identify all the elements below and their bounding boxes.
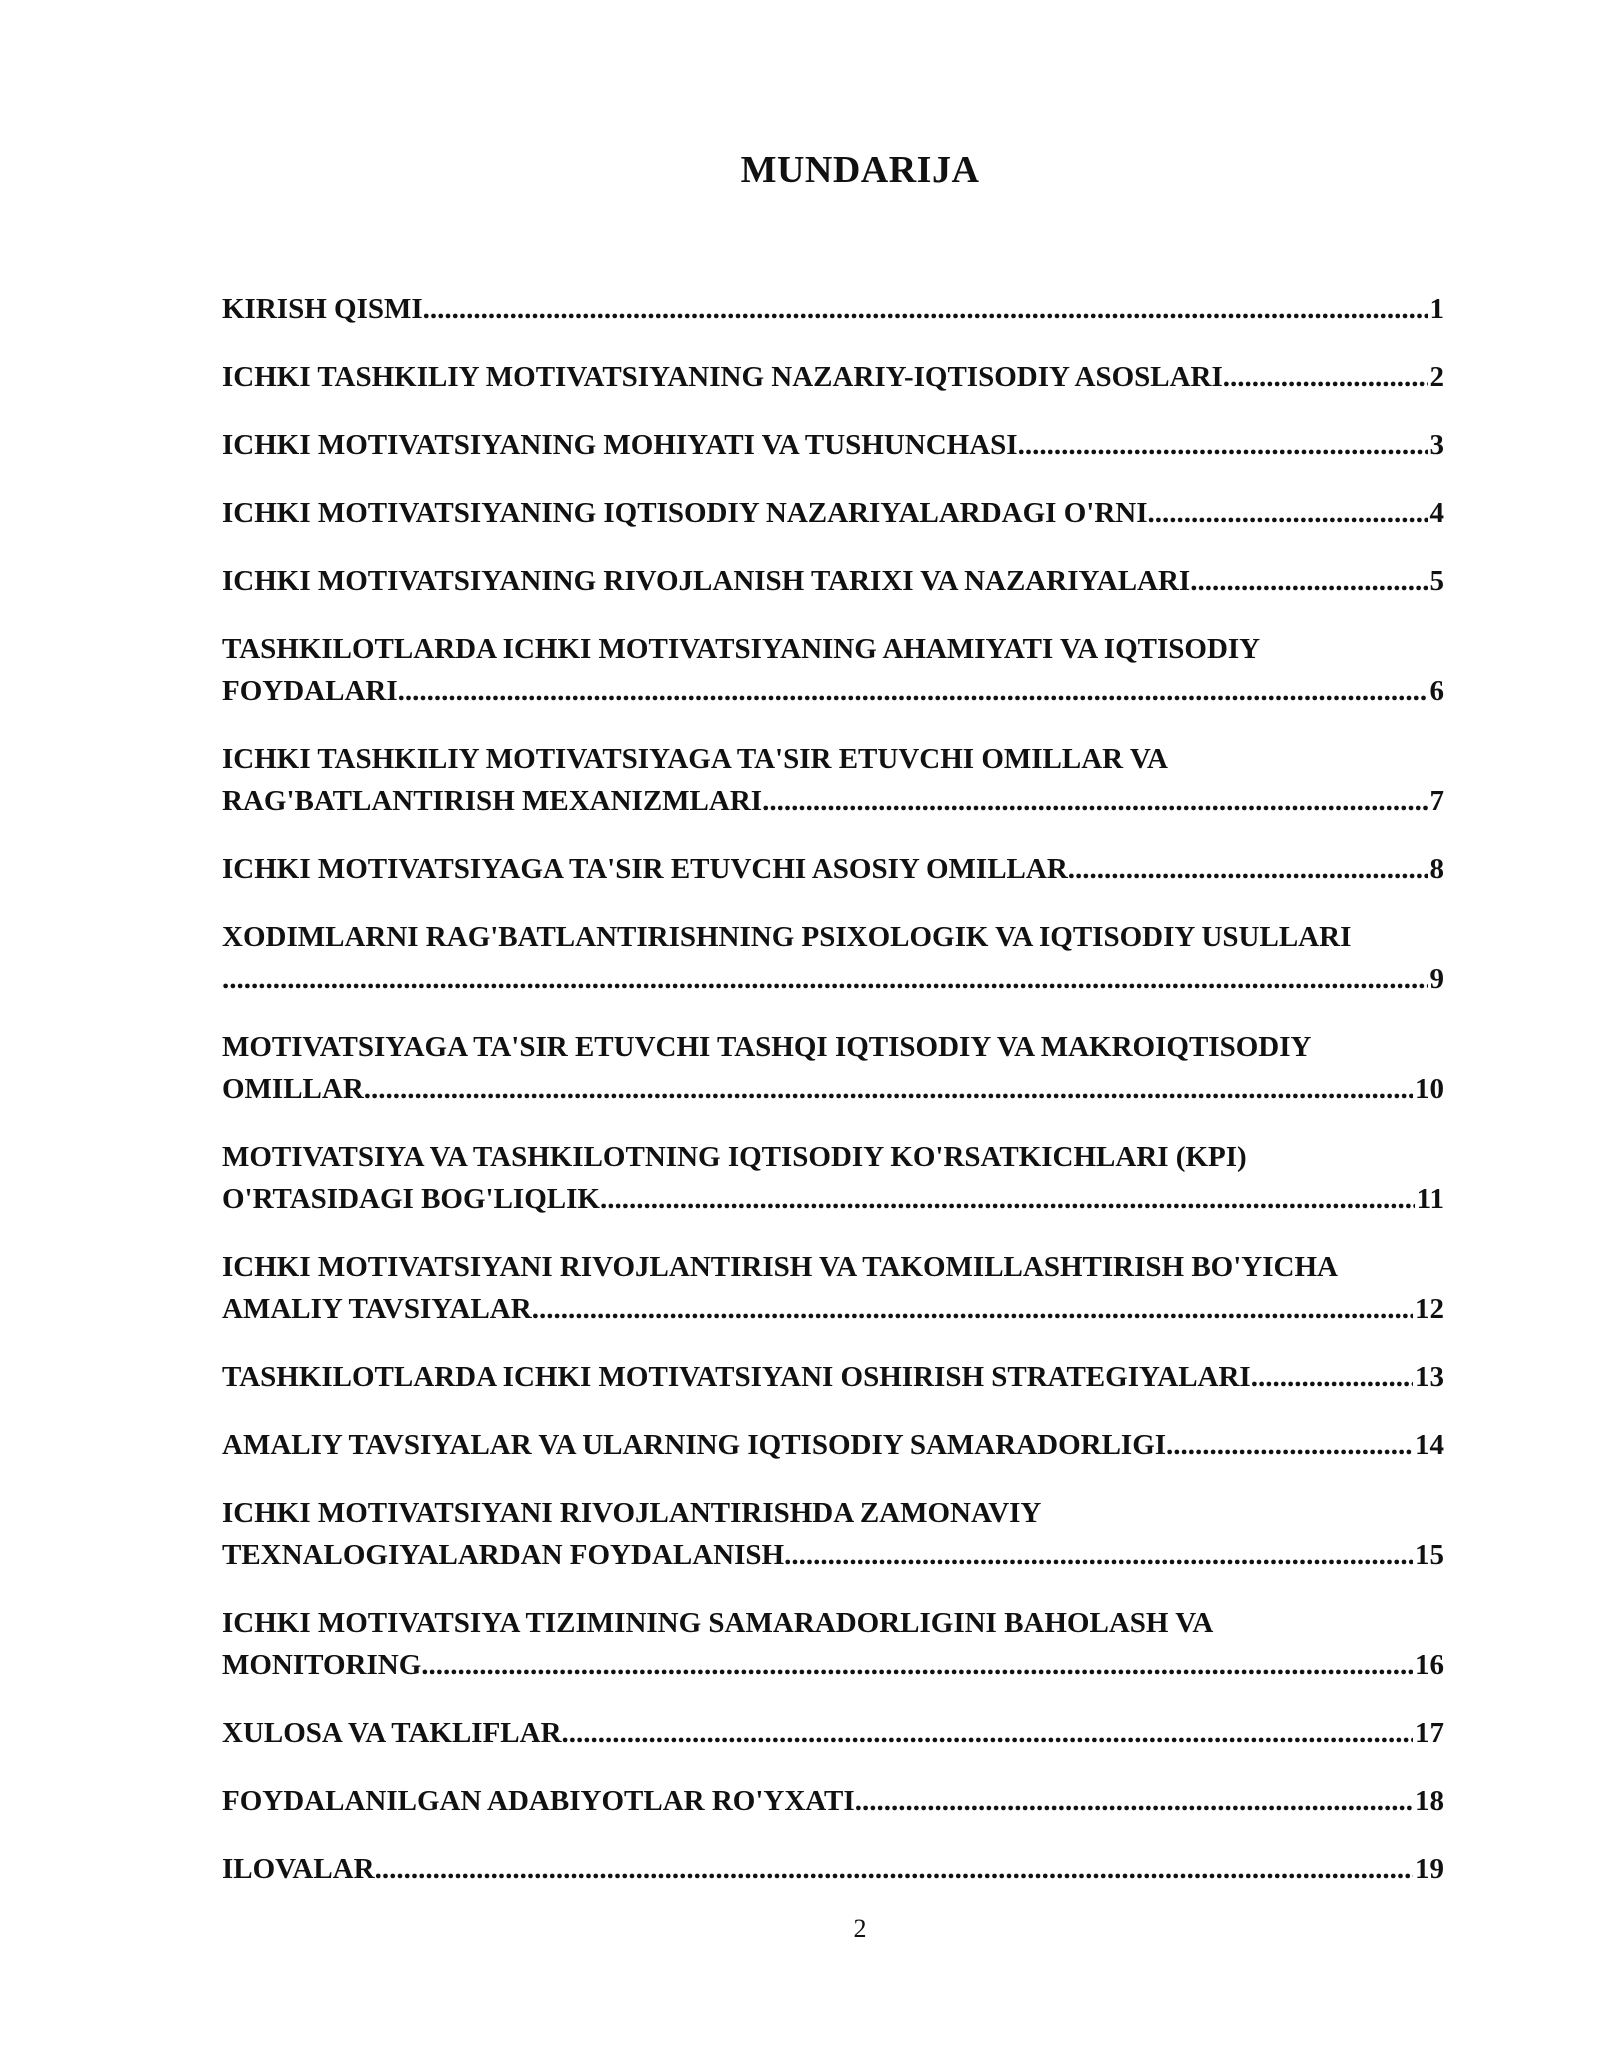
- toc-entry-line: [222, 1068, 1444, 1110]
- toc-page-number: 18: [1415, 1785, 1444, 1817]
- table-of-contents: [222, 288, 1444, 1916]
- toc-entry-title: ICHKI MOTIVATSIYANING MOHIYATI VA TUSHUNCHASI: [222, 429, 1018, 461]
- toc-entry-title: KIRISH QISMI: [222, 293, 423, 325]
- toc-entry[interactable]: [222, 1136, 1444, 1220]
- toc-entry-line: [222, 780, 1444, 822]
- toc-dot-leader: [1166, 1424, 1413, 1466]
- toc-entry-line: [222, 1178, 1444, 1220]
- toc-entry[interactable]: [222, 492, 1444, 534]
- toc-page-number: 10: [1415, 1073, 1444, 1105]
- toc-entry[interactable]: [222, 1780, 1444, 1822]
- page-title: MUNDARIJA: [740, 149, 980, 191]
- toc-entry-title: FOYDALANILGAN ADABIYOTLAR RO'YXATI: [222, 1785, 855, 1817]
- toc-entry-title: OMILLAR: [222, 1073, 364, 1105]
- toc-page-number: 7: [1429, 785, 1444, 817]
- toc-page-number: 11: [1416, 1183, 1444, 1215]
- toc-entry[interactable]: [222, 1356, 1444, 1398]
- toc-dot-leader: [1018, 424, 1428, 466]
- toc-dot-leader: [1223, 356, 1428, 398]
- toc-entry-title-line: TASHKILOTLARDA ICHKI MOTIVATSIYANING AHAMIYATI VA IQTISODIY: [222, 633, 1261, 665]
- toc-entry-line: [222, 1356, 1444, 1398]
- toc-entry-title-line: ICHKI MOTIVATSIYA TIZIMINING SAMARADORLIGINI BAHOLASH VA: [222, 1607, 1214, 1639]
- toc-entry-title: ICHKI MOTIVATSIYAGA TA'SIR ETUVCHI ASOSIY OMILLAR: [222, 853, 1068, 885]
- toc-entry-title: XULOSA VA TAKLIFLAR: [222, 1717, 562, 1749]
- toc-dot-leader: [784, 1534, 1413, 1576]
- toc-dot-leader: [364, 1068, 1413, 1110]
- toc-page-number: 12: [1415, 1293, 1444, 1325]
- toc-dot-leader: [562, 1712, 1413, 1754]
- toc-entry-title: ILOVALAR: [222, 1853, 375, 1885]
- toc-entry-line: [222, 958, 1444, 1000]
- toc-dot-leader: [1148, 492, 1428, 534]
- toc-dot-leader: [600, 1178, 1415, 1220]
- toc-entry[interactable]: [222, 1246, 1444, 1330]
- toc-dot-leader: [1251, 1356, 1413, 1398]
- toc-dot-leader: [1190, 560, 1427, 602]
- toc-dot-leader: [398, 670, 1428, 712]
- toc-entry-title-line: ICHKI TASHKILIY MOTIVATSIYAGA TA'SIR ETUVCHI OMILLAR VA: [222, 743, 1168, 775]
- toc-entry-line: [222, 560, 1444, 602]
- toc-entry-title: TASHKILOTLARDA ICHKI MOTIVATSIYANI OSHIRISH STRATEGIYALARI: [222, 1361, 1251, 1393]
- toc-page-number: 14: [1415, 1429, 1444, 1461]
- toc-entry-title: O'RTASIDAGI BOG'LIQLIK: [222, 1183, 600, 1215]
- toc-entry[interactable]: [222, 916, 1444, 1000]
- toc-dot-leader: [421, 1644, 1413, 1686]
- toc-entry-line: [222, 848, 1444, 890]
- toc-entry[interactable]: [222, 1424, 1444, 1466]
- toc-entry[interactable]: [222, 628, 1444, 712]
- toc-entry[interactable]: [222, 1026, 1444, 1110]
- toc-entry-line: [222, 356, 1444, 398]
- toc-entry-line: [222, 492, 1444, 534]
- toc-page-number: 9: [1429, 963, 1444, 995]
- toc-dot-leader: [222, 958, 1428, 1000]
- toc-entry-title-line: ICHKI MOTIVATSIYANI RIVOJLANTIRISHDA ZAMONAVIY: [222, 1497, 1042, 1529]
- toc-entry-line: [222, 1780, 1444, 1822]
- toc-entry-title: AMALIY TAVSIYALAR: [222, 1293, 532, 1325]
- toc-page-number: 8: [1429, 853, 1444, 885]
- toc-entry-line: [222, 424, 1444, 466]
- toc-entry-title: TEXNALOGIYALARDAN FOYDALANISH: [222, 1539, 785, 1571]
- toc-entry[interactable]: [222, 848, 1444, 890]
- toc-entry-line: [222, 1288, 1444, 1330]
- toc-entry-line: [222, 1424, 1444, 1466]
- toc-entry[interactable]: [222, 1712, 1444, 1754]
- page-number: 2: [853, 1914, 867, 1943]
- toc-entry-title: ICHKI MOTIVATSIYANING IQTISODIY NAZARIYALARDAGI O'RNI: [222, 497, 1148, 529]
- toc-page-number: 6: [1429, 675, 1444, 707]
- toc-entry-title: ICHKI TASHKILIY MOTIVATSIYANING NAZARIY-IQTISODIY ASOSLARI: [222, 361, 1223, 393]
- toc-page-number: 3: [1429, 429, 1444, 461]
- toc-dot-leader: [1068, 848, 1428, 890]
- toc-entry-line: [222, 1848, 1444, 1890]
- toc-dot-leader: [423, 288, 1428, 330]
- toc-entry-title: AMALIY TAVSIYALAR VA ULARNING IQTISODIY SAMARADORLIGI: [222, 1429, 1167, 1461]
- toc-entry-title: RAG'BATLANTIRISH MEXANIZMLARI: [222, 785, 763, 817]
- toc-entry[interactable]: [222, 1848, 1444, 1890]
- toc-entry-title: MONITORING: [222, 1649, 422, 1681]
- toc-dot-leader: [855, 1780, 1413, 1822]
- toc-entry-line: [222, 670, 1444, 712]
- toc-page-number: 16: [1415, 1649, 1444, 1681]
- toc-entry-line: [222, 1712, 1444, 1754]
- toc-page-number: 2: [1429, 361, 1444, 393]
- toc-entry-line: [222, 1534, 1444, 1576]
- toc-page-number: 5: [1429, 565, 1444, 597]
- toc-entry-title-line: XODIMLARNI RAG'BATLANTIRISHNING PSIXOLOGIK VA IQTISODIY USULLARI: [222, 921, 1352, 953]
- toc-page-number: 13: [1415, 1361, 1444, 1393]
- toc-entry[interactable]: [222, 424, 1444, 466]
- toc-entry[interactable]: [222, 1492, 1444, 1576]
- toc-page-number: 4: [1429, 497, 1444, 529]
- toc-page-number: 19: [1415, 1853, 1444, 1885]
- toc-entry-line: [222, 288, 1444, 330]
- toc-dot-leader: [375, 1848, 1413, 1890]
- toc-entry[interactable]: [222, 1602, 1444, 1686]
- toc-entry-line: [222, 1644, 1444, 1686]
- toc-entry-title-line: MOTIVATSIYAGA TA'SIR ETUVCHI TASHQI IQTISODIY VA MAKROIQTISODIY: [222, 1031, 1312, 1063]
- toc-entry[interactable]: [222, 560, 1444, 602]
- toc-entry-title: FOYDALARI: [222, 675, 398, 707]
- toc-page-number: 15: [1415, 1539, 1444, 1571]
- toc-entry[interactable]: [222, 738, 1444, 822]
- toc-page-number: 17: [1415, 1717, 1444, 1749]
- toc-page-number: 1: [1429, 293, 1444, 325]
- toc-entry[interactable]: [222, 356, 1444, 398]
- toc-entry-title-line: MOTIVATSIYA VA TASHKILOTNING IQTISODIY KO'RSATKICHLARI (KPI): [222, 1141, 1247, 1173]
- toc-entry[interactable]: [222, 288, 1444, 330]
- toc-dot-leader: [762, 780, 1427, 822]
- toc-entry-title-line: ICHKI MOTIVATSIYANI RIVOJLANTIRISH VA TAKOMILLASHTIRISH BO'YICHA: [222, 1251, 1338, 1283]
- toc-dot-leader: [532, 1288, 1413, 1330]
- toc-entry-title: ICHKI MOTIVATSIYANING RIVOJLANISH TARIXI VA NAZARIYALARI: [222, 565, 1191, 597]
